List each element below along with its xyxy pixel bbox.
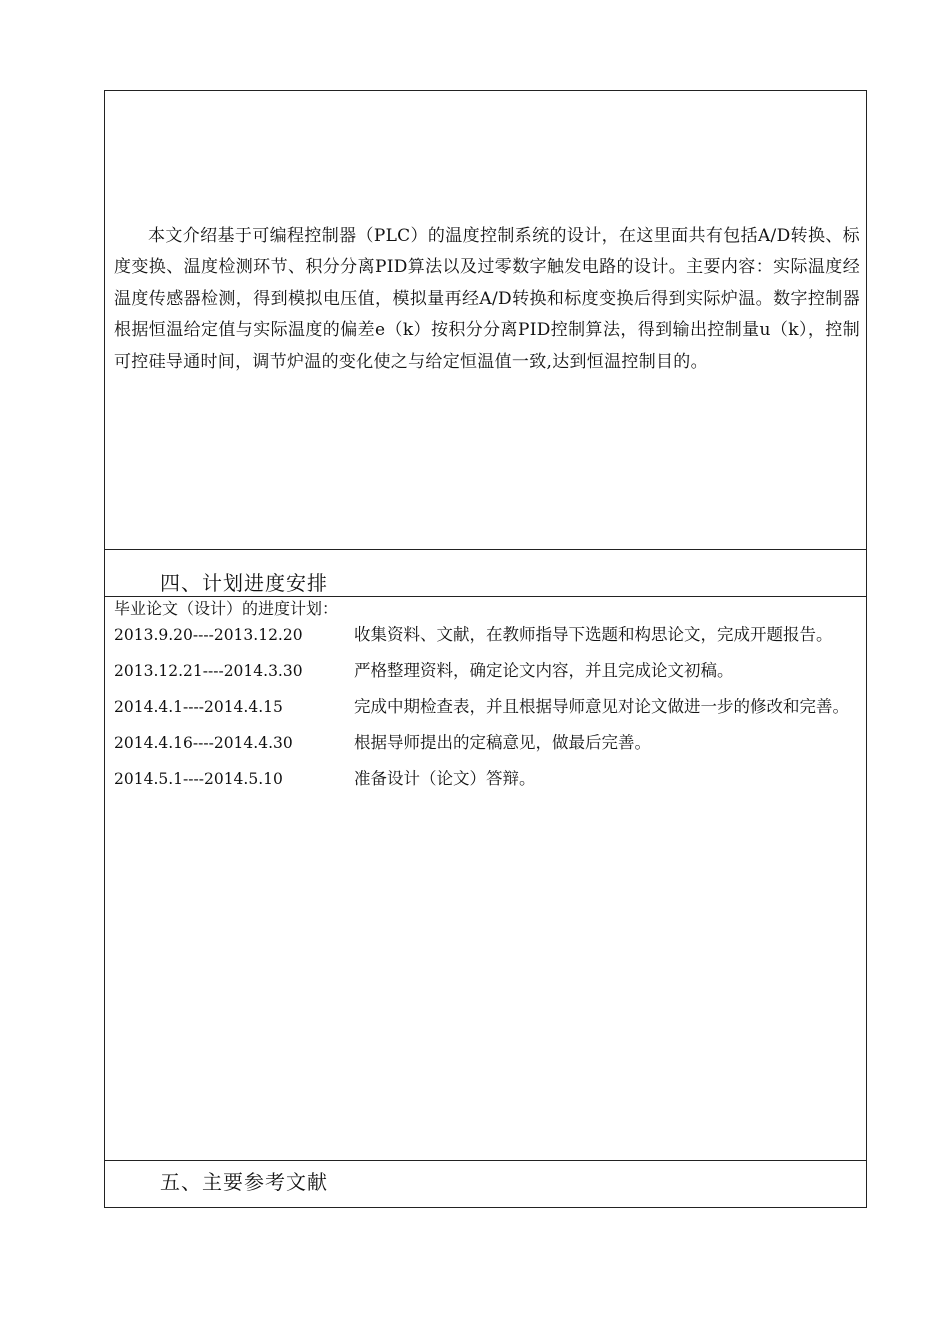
form-table	[104, 90, 867, 1208]
plan-list	[114, 619, 860, 799]
plan-task: 根据导师提出的定稿意见，做最后完善。	[354, 733, 651, 752]
plan-task: 准备设计（论文）答辩。	[354, 769, 536, 788]
plan-date: 2013.12.21----2014.3.30	[114, 662, 303, 680]
section-divider-4	[105, 549, 866, 550]
plan-row	[114, 691, 860, 723]
section-heading-plan: 四、计划进度安排	[160, 571, 328, 595]
plan-row	[114, 619, 860, 651]
plan-date: 2014.4.16----2014.4.30	[114, 734, 293, 752]
plan-task: 严格整理资料，确定论文内容，并且完成论文初稿。	[354, 661, 734, 680]
plan-row	[114, 655, 860, 687]
plan-date: 2014.4.1----2014.4.15	[114, 698, 283, 716]
plan-date: 2013.9.20----2013.12.20	[114, 626, 303, 644]
section-divider-5	[105, 1160, 866, 1161]
plan-task: 收集资料、文献，在教师指导下选题和构思论文，完成开题报告。	[354, 625, 833, 644]
plan-task: 完成中期检查表，并且根据导师意见对论文做进一步的修改和完善。	[354, 697, 849, 716]
plan-title: 毕业论文（设计）的进度计划：	[114, 599, 339, 618]
section-heading-references: 五、主要参考文献	[160, 1170, 328, 1194]
abstract-paragraph: 本文介绍基于可编程控制器（PLC）的温度控制系统的设计，在这里面共有包括A/D转换、标度变换、温度检测环节、积分分离PID算法以及过零数字触发电路的设计。主要内容：实际温度经温度传感器检测，得到模拟电压值，模拟量再经A/D转换和标度变换后得到实际炉温。数字控制器根据恒温给定值与实际温度的偏差e（k）按积分分离PID控制算法，得到输出控制量u（k），控制可控硅导通时间，调节炉温的变化使之与给定恒温值一致,达到恒温控制目的。	[114, 226, 860, 372]
plan-row	[114, 727, 860, 759]
plan-date: 2014.5.1----2014.5.10	[114, 770, 283, 788]
section-divider-plan-title	[105, 596, 866, 597]
plan-row	[114, 763, 860, 795]
